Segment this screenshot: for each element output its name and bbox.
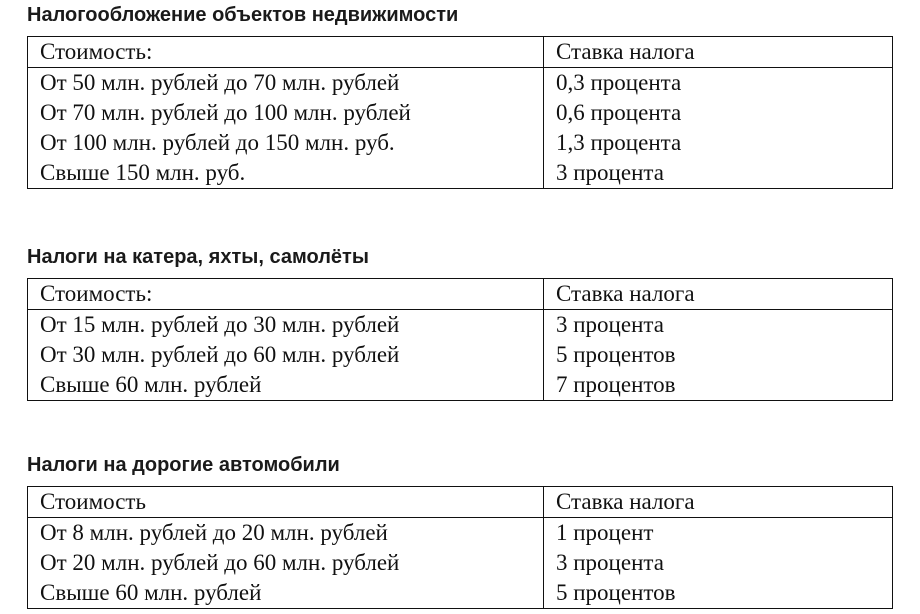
rate-cell: 1 процент: [544, 518, 893, 549]
table-row: [28, 128, 893, 158]
cost-cell: От 8 млн. рублей до 20 млн. рублей: [28, 518, 544, 549]
cost-cell: От 20 млн. рублей до 60 млн. рублей: [28, 548, 544, 578]
cost-cell: Свыше 60 млн. рублей: [28, 370, 544, 401]
cost-cell: От 70 млн. рублей до 100 млн. рублей: [28, 98, 544, 128]
table-header-row: [28, 37, 893, 68]
cost-cell: От 30 млн. рублей до 60 млн. рублей: [28, 340, 544, 370]
header-cost: Стоимость: [28, 487, 544, 518]
rate-cell: 0,6 процента: [544, 98, 893, 128]
table-row: [28, 68, 893, 99]
table-row: [28, 340, 893, 370]
section-title-luxury-cars: Налоги на дорогие автомобили: [27, 454, 340, 476]
cost-cell: Свыше 60 млн. рублей: [28, 578, 544, 609]
rate-cell: 5 процентов: [544, 340, 893, 370]
table-row: [28, 310, 893, 341]
rate-cell: 0,3 процента: [544, 68, 893, 99]
section-title-boats-yachts-planes: Налоги на катера, яхты, самолёты: [27, 246, 369, 268]
rate-cell: 3 процента: [544, 158, 893, 189]
header-rate: Ставка налога: [544, 37, 893, 68]
table-header-row: [28, 487, 893, 518]
header-cost: Стоимость:: [28, 279, 544, 310]
table-row: [28, 518, 893, 549]
table-row: [28, 158, 893, 189]
table-header-row: [28, 279, 893, 310]
section-title-real-estate: Налогообложение объектов недвижимости: [27, 4, 459, 26]
luxury-cars-tax-table: [27, 486, 893, 609]
rate-cell: 3 процента: [544, 310, 893, 341]
table-row: [28, 578, 893, 609]
table-row: [28, 370, 893, 401]
rate-cell: 1,3 процента: [544, 128, 893, 158]
real-estate-tax-table: [27, 36, 893, 189]
rate-cell: 3 процента: [544, 548, 893, 578]
cost-cell: Свыше 150 млн. руб.: [28, 158, 544, 189]
cost-cell: От 50 млн. рублей до 70 млн. рублей: [28, 68, 544, 99]
header-rate: Ставка налога: [544, 279, 893, 310]
cost-cell: От 100 млн. рублей до 150 млн. руб.: [28, 128, 544, 158]
table-row: [28, 98, 893, 128]
boats-yachts-planes-tax-table: [27, 278, 893, 401]
rate-cell: 7 процентов: [544, 370, 893, 401]
cost-cell: От 15 млн. рублей до 30 млн. рублей: [28, 310, 544, 341]
header-rate: Ставка налога: [544, 487, 893, 518]
header-cost: Стоимость:: [28, 37, 544, 68]
rate-cell: 5 процентов: [544, 578, 893, 609]
table-row: [28, 548, 893, 578]
